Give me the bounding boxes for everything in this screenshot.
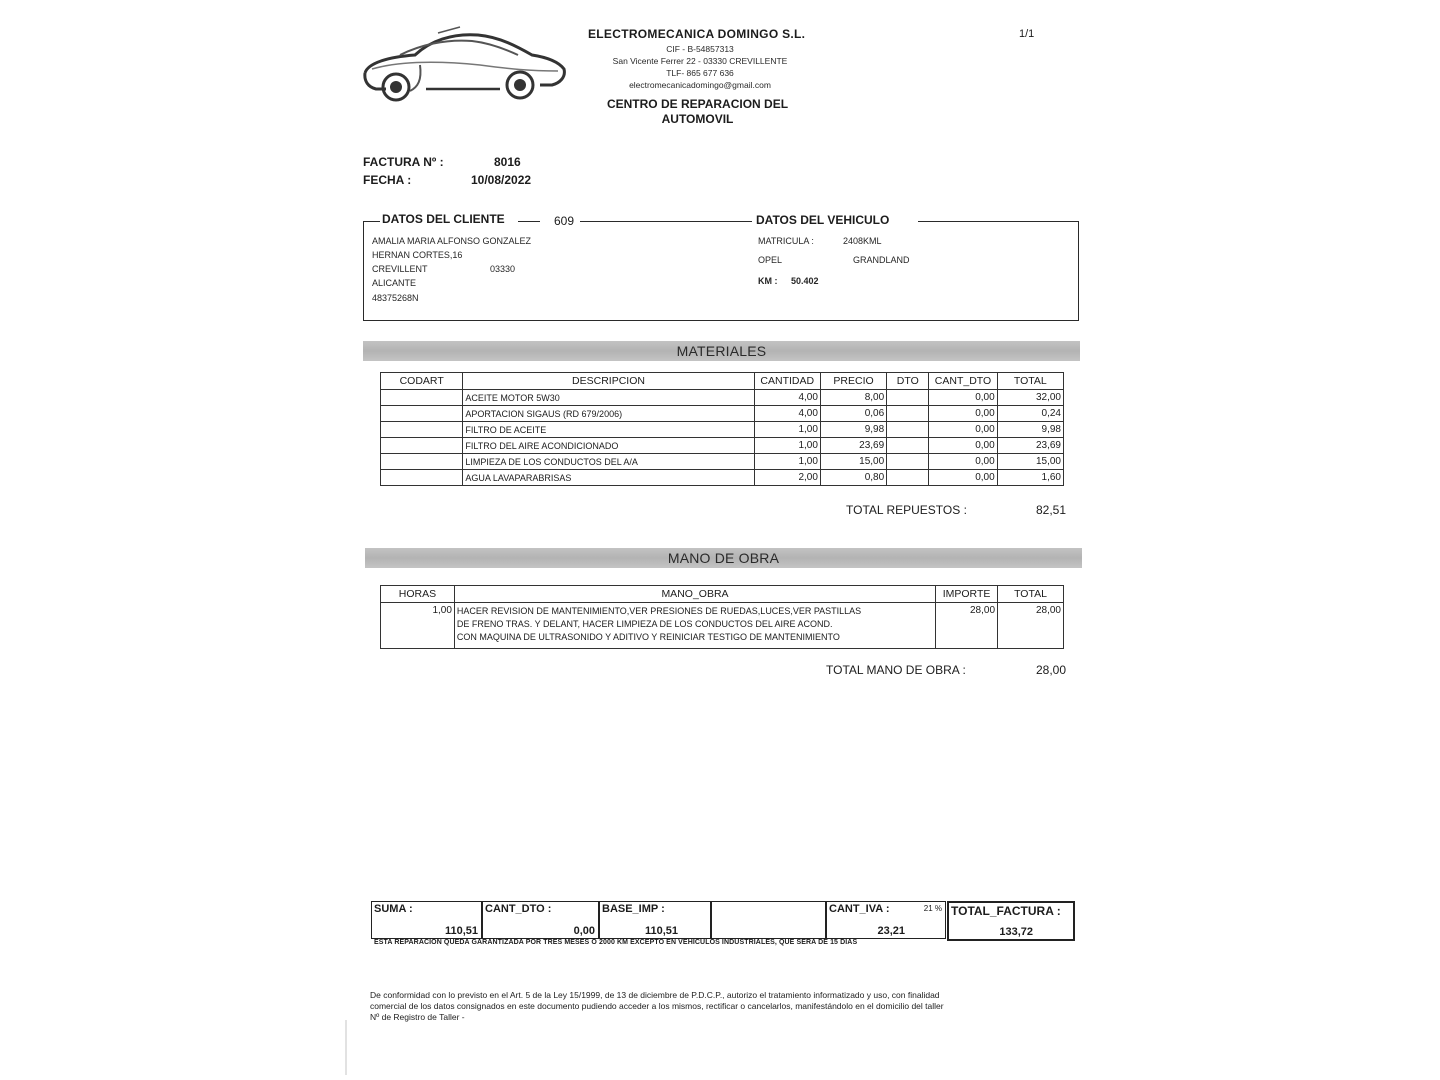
cell-cant-dto: 0,00 <box>929 454 997 470</box>
cant-dto-box <box>482 901 599 939</box>
vehicle-model: GRANDLAND <box>853 255 910 265</box>
col-horas: HORAS <box>381 586 455 603</box>
invoice-number-label: FACTURA Nº : <box>363 155 444 169</box>
company-email: electromecanicadomingo@gmail.com <box>629 80 771 90</box>
cell-descripcion: FILTRO DE ACEITE <box>463 422 754 438</box>
col-codart: CODART <box>381 373 463 390</box>
col-dto: DTO <box>887 373 929 390</box>
guarantee-notice: ESTA REPARACION QUEDA GARANTIZADA POR TRES MESES O 2000 KM EXCEPTO EN VEHICULOS INDUSTRIALES, QUE SERA DE 15 DIAS <box>374 939 858 946</box>
cant-iva-box <box>826 901 946 939</box>
empty-box <box>711 901 826 939</box>
cell-codart <box>381 438 463 454</box>
cell-cant-dto: 0,00 <box>929 406 997 422</box>
total-factura-box <box>947 901 1075 941</box>
materials-header-row <box>381 373 1064 390</box>
cell-total: 28,00 <box>998 603 1064 649</box>
cell-dto <box>887 438 929 454</box>
vehicle-plate-label: MATRICULA : <box>758 236 814 246</box>
cell-dto <box>887 454 929 470</box>
cell-dto <box>887 422 929 438</box>
col-importe: IMPORTE <box>936 586 998 603</box>
col-total: TOTAL <box>998 586 1064 603</box>
invoice-date: 10/08/2022 <box>471 173 532 187</box>
table-row <box>381 438 1064 454</box>
total-repuestos-label: TOTAL REPUESTOS : <box>846 503 967 517</box>
company-cif: CIF - B-54857313 <box>666 44 734 54</box>
suma-box <box>371 901 482 939</box>
total-factura-value: 133,72 <box>999 926 1033 938</box>
scan-edge <box>345 1020 347 1075</box>
suma-label: SUMA : <box>374 903 413 915</box>
labor-section-title: MANO DE OBRA <box>667 550 780 566</box>
cell-total: 15,00 <box>997 454 1063 470</box>
invoice-number: 8016 <box>494 155 521 169</box>
total-mano-obra-label: TOTAL MANO DE OBRA : <box>826 663 966 677</box>
cell-descripcion: FILTRO DEL AIRE ACONDICIONADO <box>463 438 754 454</box>
table-row <box>381 406 1064 422</box>
cell-cantidad: 1,00 <box>754 454 820 470</box>
cell-codart <box>381 470 463 486</box>
box-top-border <box>363 221 380 222</box>
cell-horas: 1,00 <box>381 603 455 649</box>
cell-descripcion: ACEITE MOTOR 5W30 <box>463 390 754 406</box>
col-precio: PRECIO <box>820 373 886 390</box>
box-top-border <box>918 221 1078 222</box>
cell-codart <box>381 454 463 470</box>
materials-section-bar <box>363 341 1080 361</box>
labor-desc-line3: CON MAQUINA DE ULTRASONIDO Y ADITIVO Y REINICIAR TESTIGO DE MANTENIMIENTO <box>456 632 840 642</box>
labor-header-row <box>381 586 1064 603</box>
table-row <box>381 470 1064 486</box>
vehicle-make: OPEL <box>758 255 783 265</box>
invoice-date-label: FECHA : <box>363 173 412 187</box>
cell-total: 1,60 <box>997 470 1063 486</box>
cell-cantidad: 2,00 <box>754 470 820 486</box>
col-total: TOTAL <box>997 373 1063 390</box>
cant-iva-value: 23,21 <box>877 925 905 937</box>
client-street: HERNAN CORTES,16 <box>372 250 463 260</box>
materials-section-title: MATERIALES <box>676 343 767 359</box>
table-row <box>381 422 1064 438</box>
cell-dto <box>887 406 929 422</box>
col-cant-dto: CANT_DTO <box>929 373 997 390</box>
legal-line3: Nº de Registro de Taller - <box>370 1012 465 1022</box>
legal-notice <box>370 990 1060 1023</box>
cell-codart <box>381 390 463 406</box>
cell-precio: 8,00 <box>820 390 886 406</box>
box-top-border <box>580 221 752 222</box>
cant-iva-label: CANT_IVA : <box>829 903 890 915</box>
client-name: AMALIA MARIA ALFONSO GONZALEZ <box>372 236 532 246</box>
cell-mano-obra <box>454 603 935 649</box>
col-mano-obra: MANO_OBRA <box>454 586 935 603</box>
cell-precio: 0,06 <box>820 406 886 422</box>
cell-cantidad: 1,00 <box>754 422 820 438</box>
company-title-line2: AUTOMOVIL <box>661 112 734 126</box>
iva-rate: 21 % <box>923 904 942 913</box>
cell-codart <box>381 422 463 438</box>
vehicle-km-label: KM : <box>758 276 778 286</box>
table-row <box>381 390 1064 406</box>
labor-section-bar <box>365 548 1082 568</box>
client-province: ALICANTE <box>372 278 417 288</box>
materials-table <box>380 372 1064 486</box>
cell-total: 9,98 <box>997 422 1063 438</box>
base-imp-value: 110,51 <box>644 925 678 937</box>
cell-cantidad: 4,00 <box>754 406 820 422</box>
cell-precio: 15,00 <box>820 454 886 470</box>
vehicle-km: 50.402 <box>791 276 819 286</box>
legal-line2: comercial de los datos consignados en este documento pudiendo acceder a los mismos, rectificar o cancelarlos, manifestándolo en el domicilio del taller <box>370 1001 944 1011</box>
total-factura-label: TOTAL_FACTURA : <box>951 904 1061 918</box>
vehicle-heading: DATOS DEL VEHICULO <box>756 213 890 227</box>
cell-precio: 23,69 <box>820 438 886 454</box>
table-row <box>381 603 1064 649</box>
cant-dto-value: 0,00 <box>573 925 595 937</box>
base-imp-box <box>599 901 711 939</box>
company-phone: TLF- 865 677 636 <box>666 68 734 78</box>
cell-cantidad: 4,00 <box>754 390 820 406</box>
cell-total: 0,24 <box>997 406 1063 422</box>
cell-cant-dto: 0,00 <box>929 390 997 406</box>
client-tax-id: 48375268N <box>372 293 419 303</box>
client-code: 609 <box>554 214 575 228</box>
client-city: CREVILLENT <box>372 264 428 274</box>
cell-precio: 9,98 <box>820 422 886 438</box>
legal-line1: De conformidad con lo previsto en el Art. 5 de la Ley 15/1999, de 13 de diciembre de P.D.C.P., autorizo el tratamiento informatizado y uso, con finalidad <box>370 990 940 1000</box>
vehicle-plate: 2408KML <box>843 236 882 246</box>
suma-value: 110,51 <box>444 925 478 937</box>
col-descripcion: DESCRIPCION <box>463 373 754 390</box>
cant-dto-label: CANT_DTO : <box>485 903 552 915</box>
labor-table <box>380 585 1064 649</box>
cell-precio: 0,80 <box>820 470 886 486</box>
client-postal-code: 03330 <box>490 264 516 274</box>
cell-descripcion: AGUA LAVAPARABRISAS <box>463 470 754 486</box>
labor-desc-line2: DE FRENO TRAS. Y DELANT, HACER LIMPIEZA DE LOS CONDUCTOS DEL AIRE ACOND. <box>456 619 833 629</box>
company-name: ELECTROMECANICA DOMINGO S.L. <box>588 27 806 41</box>
cell-cant-dto: 0,00 <box>929 438 997 454</box>
cell-descripcion: APORTACION SIGAUS (RD 679/2006) <box>463 406 754 422</box>
cell-cant-dto: 0,00 <box>929 422 997 438</box>
cell-cantidad: 1,00 <box>754 438 820 454</box>
cell-descripcion: LIMPIEZA DE LOS CONDUCTOS DEL A/A <box>463 454 754 470</box>
cell-dto <box>887 470 929 486</box>
cell-codart <box>381 406 463 422</box>
cell-dto <box>887 390 929 406</box>
client-heading: DATOS DEL CLIENTE <box>382 212 505 226</box>
company-address: San Vicente Ferrer 22 - 03330 CREVILLENTE <box>612 56 788 66</box>
total-mano-obra-value: 28,00 <box>1035 663 1066 677</box>
cell-cant-dto: 0,00 <box>929 470 997 486</box>
car-logo-icon <box>360 25 568 105</box>
col-cantidad: CANTIDAD <box>754 373 820 390</box>
base-imp-label: BASE_IMP : <box>602 903 665 915</box>
total-repuestos-value: 82,51 <box>1035 503 1066 517</box>
cell-total: 32,00 <box>997 390 1063 406</box>
box-top-border <box>518 221 540 222</box>
labor-desc-line1: HACER REVISION DE MANTENIMIENTO,VER PRESIONES DE RUEDAS,LUCES,VER PASTILLAS <box>456 606 862 616</box>
cell-importe: 28,00 <box>936 603 998 649</box>
page-number: 1/1 <box>1019 28 1035 40</box>
cell-total: 23,69 <box>997 438 1063 454</box>
table-row <box>381 454 1064 470</box>
company-title-line1: CENTRO DE REPARACION DEL <box>606 97 789 111</box>
